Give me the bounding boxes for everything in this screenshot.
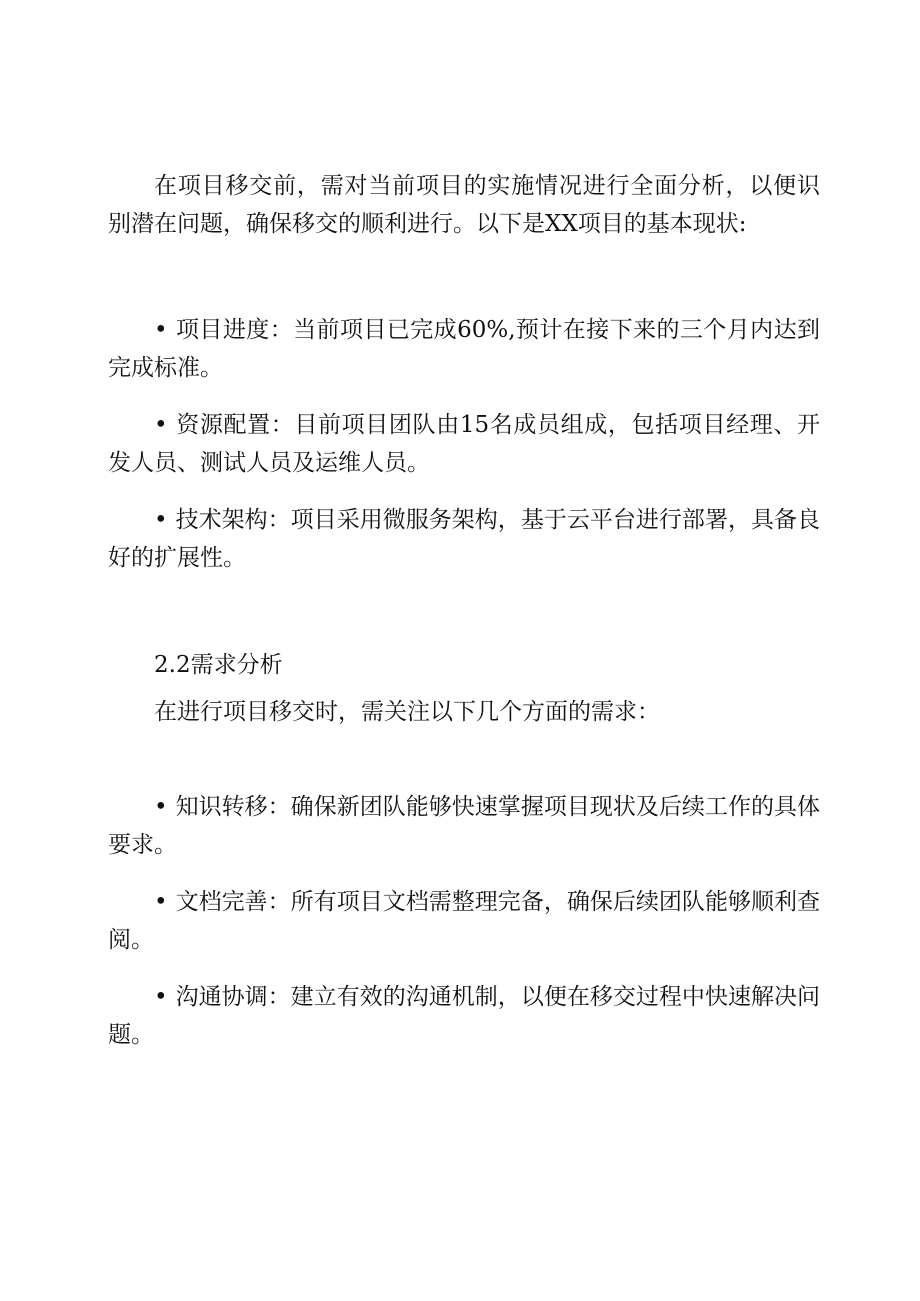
section-heading: 2.2需求分析 bbox=[154, 652, 283, 678]
intro-paragraph: 在项目移交前，需对当前项目的实施情况进行全面分析，以便识别潜在问题，确保移交的顺利进行。以下是XX项目的基本现状: bbox=[108, 173, 820, 237]
requirement-item-text: 沟通协调：建立有效的沟通机制，以便在移交过程中快速解决问题。 bbox=[108, 984, 820, 1048]
requirements-intro: 在进行项目移交时，需关注以下几个方面的需求： bbox=[154, 699, 660, 725]
bullet-icon: • bbox=[154, 317, 168, 343]
requirement-item-knowledge bbox=[108, 788, 820, 864]
status-item-resources bbox=[108, 406, 820, 482]
requirement-item-communication bbox=[108, 978, 820, 1054]
bullet-icon: • bbox=[154, 412, 168, 438]
bullet-icon: • bbox=[154, 889, 168, 915]
bullet-icon: • bbox=[154, 984, 168, 1010]
status-item-text: 项目进度：当前项目已完成60%,预计在接下来的三个月内达到完成标准。 bbox=[108, 317, 820, 381]
status-item-text: 资源配置：目前项目团队由15名成员组成，包括项目经理、开发人员、测试人员及运维人员。 bbox=[108, 412, 820, 476]
bullet-icon: • bbox=[154, 794, 168, 820]
requirement-item-documents bbox=[108, 883, 820, 959]
requirement-item-text: 知识转移：确保新团队能够快速掌握项目现状及后续工作的具体要求。 bbox=[108, 794, 820, 858]
bullet-icon: • bbox=[154, 507, 168, 533]
requirement-item-text: 文档完善：所有项目文档需整理完备，确保后续团队能够顺利查阅。 bbox=[108, 889, 820, 953]
status-item-progress bbox=[108, 311, 820, 387]
status-item-architecture bbox=[108, 501, 820, 577]
status-item-text: 技术架构：项目采用微服务架构，基于云平台进行部署，具备良好的扩展性。 bbox=[108, 507, 820, 571]
